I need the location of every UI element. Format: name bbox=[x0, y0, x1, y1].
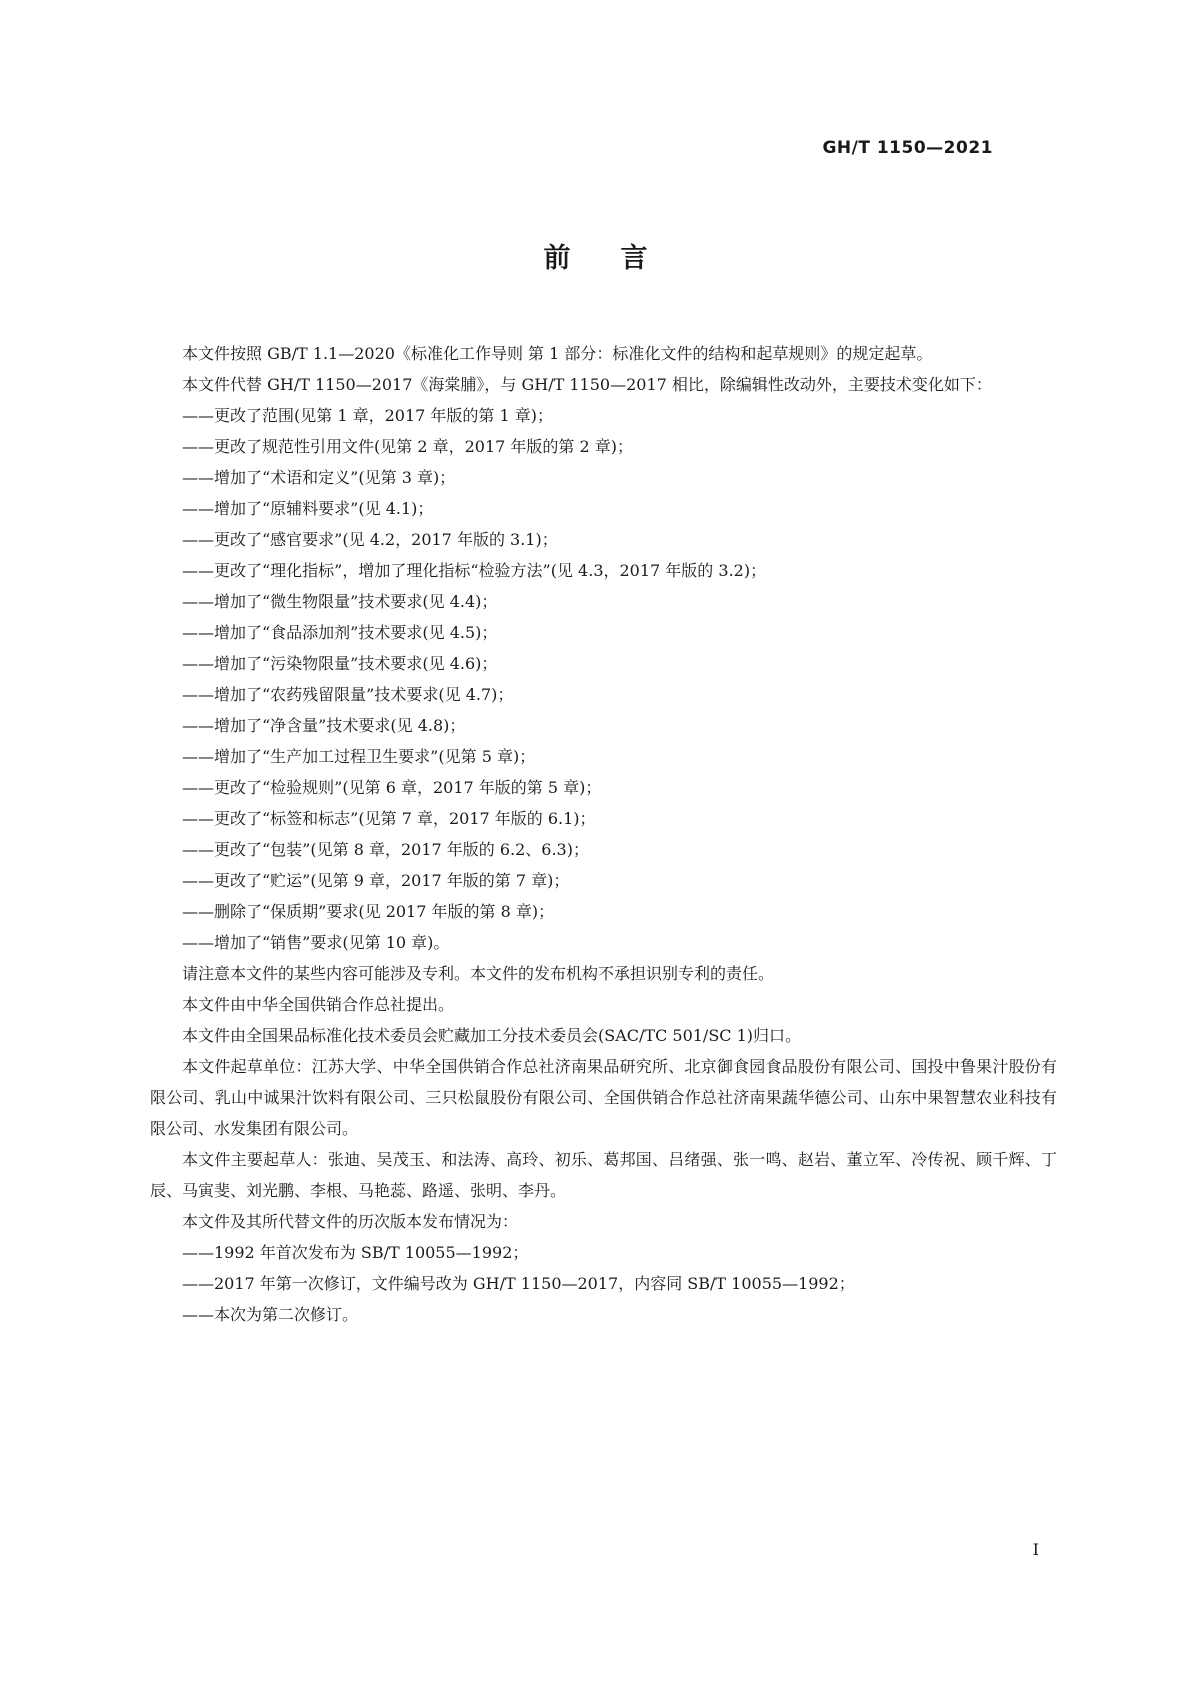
intro-paragraph: 本文件按照 GB/T 1.1—2020《标准化工作导则 第 1 部分：标准化文件的结构和起草规则》的规定起草。 bbox=[182, 344, 933, 363]
change-item: ——更改了“包装”(见第 8 章，2017 年版的 6.2、6.3)； bbox=[182, 840, 589, 859]
foreword-body bbox=[150, 338, 1057, 1330]
change-item: ——增加了“生产加工过程卫生要求”(见第 5 章)； bbox=[182, 747, 536, 766]
history-item: ——本次为第二次修订。 bbox=[182, 1305, 359, 1324]
change-item: ——更改了“标签和标志”(见第 7 章，2017 年版的 6.1)； bbox=[182, 809, 596, 828]
history-heading: 本文件及其所代替文件的历次版本发布情况为： bbox=[182, 1212, 519, 1231]
statement-paragraph: 请注意本文件的某些内容可能涉及专利。本文件的发布机构不承担识别专利的责任。 bbox=[182, 964, 775, 983]
change-item: ——更改了“检验规则”(见第 6 章，2017 年版的第 5 章)； bbox=[182, 778, 602, 797]
change-item: ——更改了“感官要求”(见 4.2，2017 年版的 3.1)； bbox=[182, 530, 558, 549]
change-item: ——更改了“贮运”(见第 9 章，2017 年版的第 7 章)； bbox=[182, 871, 570, 890]
statement-paragraph: 本文件由全国果品标准化技术委员会贮藏加工分技术委员会(SAC/TC 501/SC 1)归口。 bbox=[182, 1026, 802, 1045]
intro-paragraph: 本文件代替 GH/T 1150—2017《海棠脯》，与 GH/T 1150—2017 相比，除编辑性改动外，主要技术变化如下： bbox=[182, 375, 992, 394]
change-item: ——增加了“净含量”技术要求(见 4.8)； bbox=[182, 716, 466, 735]
change-item: ——更改了“理化指标”，增加了理化指标“检验方法”(见 4.3，2017 年版的 3.2)； bbox=[182, 561, 767, 580]
change-item: ——增加了“农药残留限量”技术要求(见 4.7)； bbox=[182, 685, 514, 704]
change-item: ——增加了“污染物限量”技术要求(见 4.6)； bbox=[182, 654, 498, 673]
change-item: ——增加了“食品添加剂”技术要求(见 4.5)； bbox=[182, 623, 498, 642]
change-item: ——更改了范围(见第 1 章，2017 年版的第 1 章)； bbox=[182, 406, 553, 425]
change-item: ——增加了“术语和定义”(见第 3 章)； bbox=[182, 468, 456, 487]
change-item: ——增加了“销售”要求(见第 10 章)。 bbox=[182, 933, 450, 952]
history-item: ——1992 年首次发布为 SB/T 10055—1992； bbox=[182, 1243, 529, 1262]
change-item: ——更改了规范性引用文件(见第 2 章，2017 年版的第 2 章)； bbox=[182, 437, 633, 456]
standard-number: GH/T 1150—2021 bbox=[822, 138, 993, 158]
page-number: I bbox=[1032, 1540, 1039, 1559]
change-item: ——删除了“保质期”要求(见 2017 年版的第 8 章)； bbox=[182, 902, 555, 921]
statement-paragraph: 本文件由中华全国供销合作总社提出。 bbox=[182, 995, 455, 1014]
change-item: ——增加了“微生物限量”技术要求(见 4.4)； bbox=[182, 592, 498, 611]
change-item: ——增加了“原辅料要求”(见 4.1)； bbox=[182, 499, 434, 518]
history-item: ——2017 年第一次修订，文件编号改为 GH/T 1150—2017，内容同 SB/T 10055—1992； bbox=[182, 1274, 855, 1293]
drafters: 本文件主要起草人：张迪、吴茂玉、和法涛、高玲、初乐、葛邦国、吕绪强、张一鸣、赵岩、董立军、冷传祝、顾千辉、丁辰、马寅斐、刘光鹏、李根、马艳蕊、路遥、张明、李丹。 bbox=[150, 1150, 1057, 1200]
page-title: 前言 bbox=[543, 243, 698, 274]
drafting-units: 本文件起草单位：江苏大学、中华全国供销合作总社济南果品研究所、北京御食园食品股份有限公司、国投中鲁果汁股份有限公司、乳山中诚果汁饮料有限公司、三只松鼠股份有限公司、全国供销合作总社济南果蔬华德公司、山东中果智慧农业科技有限公司、水发集团有限公司。 bbox=[150, 1057, 1057, 1138]
